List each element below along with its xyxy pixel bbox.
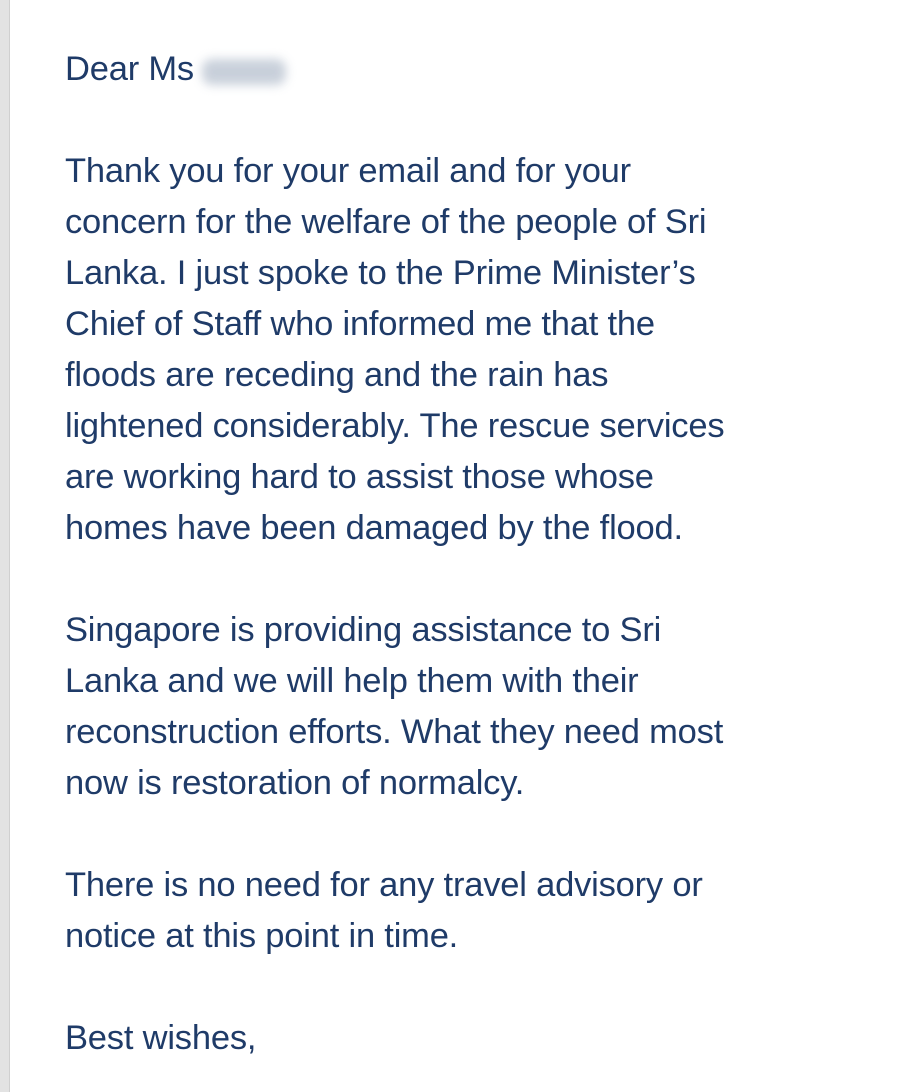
left-edge-strip xyxy=(0,0,10,1092)
paragraph-assistance: Singapore is providing assistance to Sri Lanka and we will help them with their reconstruction efforts. What they need most now is restoration of normalcy. xyxy=(65,611,724,802)
paragraph-travel-advisory: There is no need for any travel advisory or notice at this point in time. xyxy=(65,866,703,955)
closing-line: Best wishes, xyxy=(65,1019,257,1057)
greeting-line xyxy=(65,44,885,95)
paragraph-flood-update: Thank you for your email and for your concern for the welfare of the people of Sri Lanka. I just spoke to the Prime Minister’s Chief of Staff who informed me that the floods are receding and the rain has lightened considerably. The rescue services are working hard to assist those whose homes have been damaged by the flood. xyxy=(65,152,725,547)
greeting-text: Dear Ms xyxy=(65,50,194,88)
redacted-recipient-name xyxy=(202,59,286,85)
email-message-body xyxy=(65,44,885,1092)
